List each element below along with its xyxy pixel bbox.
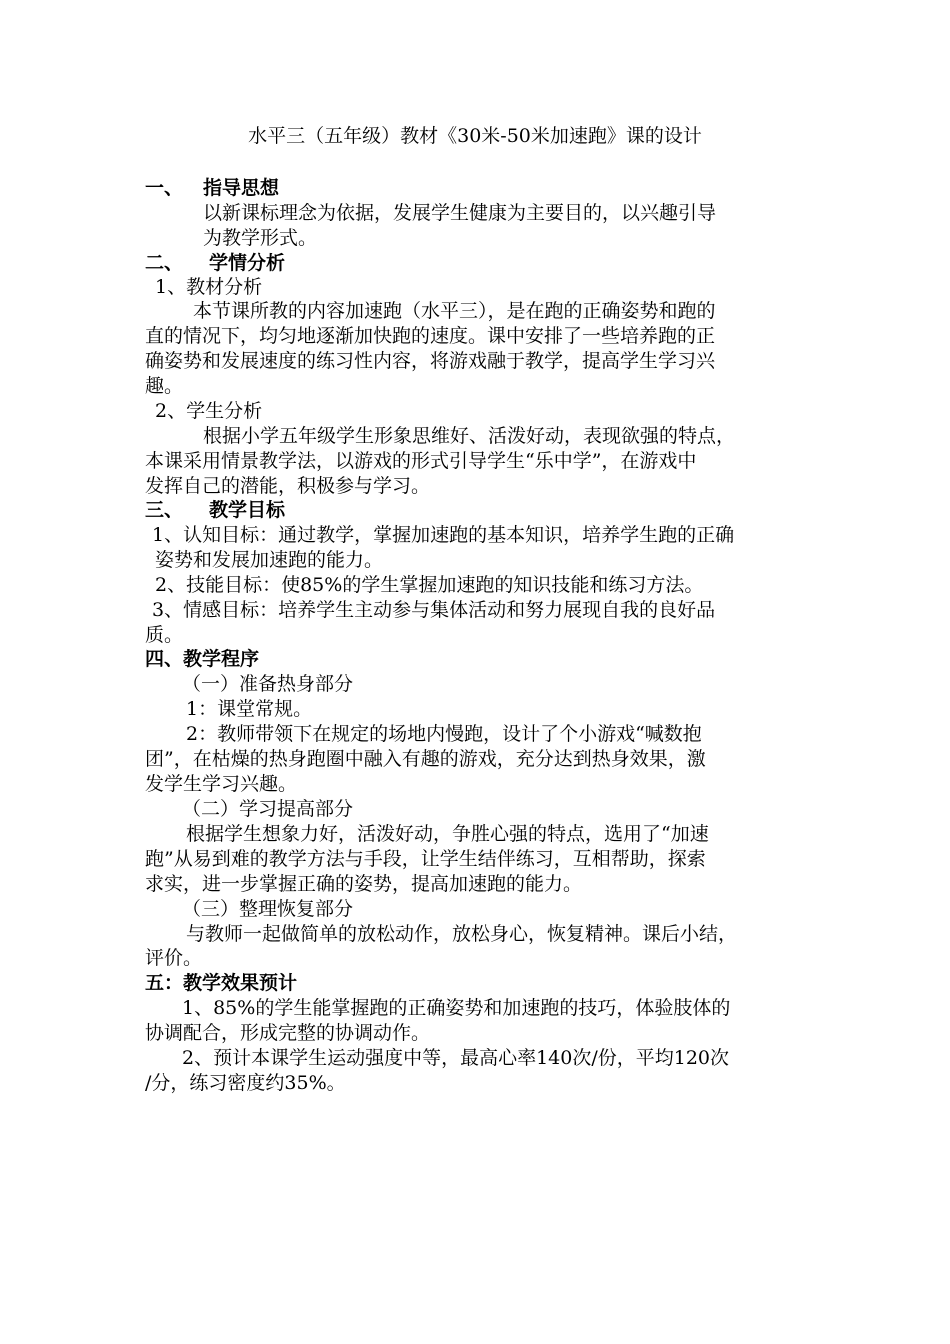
paragraph-line: 直的情况下，均匀地逐渐加快跑的速度。课中安排了一些培养跑的正 — [145, 325, 716, 347]
section-2-number: 二、 — [145, 252, 184, 274]
paragraph-line: 姿势和发展加速跑的能力。 — [155, 549, 384, 571]
paragraph-line: 发挥自己的潜能，积极参与学习。 — [145, 475, 431, 497]
paragraph-line: 为教学形式。 — [203, 227, 318, 249]
paragraph-line: 评价。 — [145, 947, 203, 969]
paragraph-line: 质。 — [145, 624, 184, 646]
section-3-title: 教学目标 — [209, 499, 286, 521]
paragraph-line: 2、预计本课学生运动强度中等，最高心率140次/份，平均120次 — [182, 1047, 730, 1069]
paragraph-line: 根据学生想象力好，活泼好动，争胜心强的特点，选用了“加速 — [186, 823, 709, 845]
section-2-title: 学情分析 — [209, 252, 286, 274]
section-3-heading — [145, 498, 285, 523]
section-5-heading: 五：教学效果预计 — [145, 972, 298, 994]
paragraph-line: 跑”从易到难的教学方法与手段，让学生结伴练习，互相帮助，探索 — [145, 848, 706, 870]
paragraph-line: 团”，在枯燥的热身跑圈中融入有趣的游戏，充分达到热身效果，激 — [145, 748, 706, 770]
section-1-number: 一、 — [145, 177, 184, 199]
section-3-number: 三、 — [145, 499, 184, 521]
paragraph-line: 以新课标理念为依据，发展学生健康为主要目的，以兴趣引导 — [203, 202, 717, 224]
subsection-label: 1、教材分析 — [155, 276, 263, 298]
paragraph-line: 2：教师带领下在规定的场地内慢跑，设计了个小游戏“喊数抱 — [186, 723, 702, 745]
paragraph-line: 1、85%的学生能掌握跑的正确姿势和加速跑的技巧，体验肢体的 — [182, 997, 731, 1019]
page-title: 水平三（五年级）教材《30米-50米加速跑》课的设计 — [248, 125, 702, 147]
section-1-title: 指导思想 — [203, 177, 280, 199]
paragraph-line: 求实，进一步掌握正确的姿势，提高加速跑的能力。 — [145, 873, 583, 895]
subsection-label: 2、学生分析 — [155, 400, 263, 422]
paragraph-line: 本节课所教的内容加速跑（水平三），是在跑的正确姿势和跑的 — [193, 300, 716, 322]
section-2-heading — [145, 251, 285, 276]
paragraph-line: 3、情感目标：培养学生主动参与集体活动和努力展现自我的良好品 — [152, 599, 716, 621]
paragraph-line: 与教师一起做简单的放松动作，放松身心，恢复精神。课后小结， — [186, 923, 738, 945]
paragraph-line: 趣。 — [145, 375, 184, 397]
paragraph-line: 2、技能目标：使85%的学生掌握加速跑的知识技能和练习方法。 — [155, 574, 704, 596]
paragraph-line: 协调配合，形成完整的协调动作。 — [145, 1022, 431, 1044]
paragraph-line: /分，练习密度约35%。 — [145, 1072, 346, 1094]
subsection-label: （二）学习提高部分 — [182, 798, 354, 820]
paragraph-line: 1、认知目标：通过教学，掌握加速跑的基本知识，培养学生跑的正确 — [152, 524, 735, 546]
subsection-label: （三）整理恢复部分 — [182, 898, 354, 920]
paragraph-line: 1：课堂常规。 — [186, 698, 313, 720]
section-4-heading: 四、教学程序 — [145, 648, 260, 670]
subsection-label: （一）准备热身部分 — [182, 673, 354, 695]
paragraph-line: 发学生学习兴趣。 — [145, 773, 298, 795]
section-1-heading — [145, 176, 279, 201]
paragraph-line: 确姿势和发展速度的练习性内容，将游戏融于教学，提高学生学习兴 — [145, 350, 716, 372]
paragraph-line: 本课采用情景教学法，以游戏的形式引导学生“乐中学”，在游戏中 — [145, 450, 697, 472]
paragraph-line: 根据小学五年级学生形象思维好、活泼好动，表现欲强的特点， — [203, 425, 736, 447]
